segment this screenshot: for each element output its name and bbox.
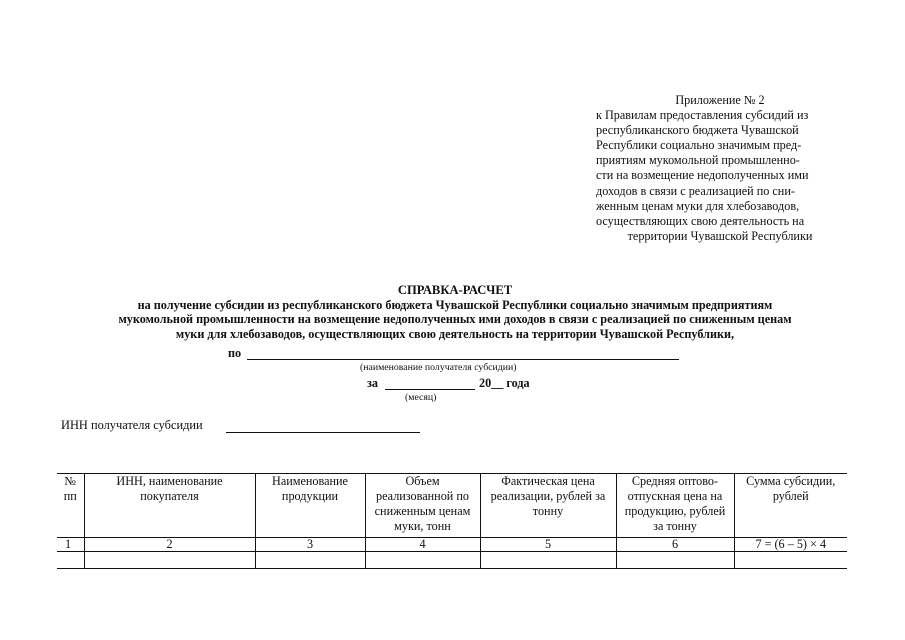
month-field[interactable] bbox=[385, 389, 475, 390]
table-cell[interactable] bbox=[480, 552, 616, 569]
inn-label: ИНН получателя субсидии bbox=[61, 418, 203, 432]
col-number: 2 bbox=[84, 538, 255, 552]
col-header-volume: Объем реализованной по сниженным ценам муки, тонн bbox=[365, 474, 480, 538]
col-number: 1 bbox=[57, 538, 84, 552]
appendix-line-last: территории Чувашской Республики bbox=[627, 228, 813, 243]
appendix-line: республиканского бюджета Чувашской bbox=[596, 123, 799, 138]
za-label: за bbox=[367, 376, 378, 390]
appendix-line: осуществляющих свою деятельность на bbox=[596, 213, 805, 228]
table-header-row bbox=[57, 474, 847, 538]
appendix-line: сти на возмещение недополученных ими bbox=[596, 168, 809, 183]
appendix-line: доходов в связи с реализацией по сни- bbox=[596, 183, 795, 198]
col-header-product: Наименование продукции bbox=[255, 474, 365, 538]
document-title: СПРАВКА-РАСЧЕТ bbox=[397, 283, 513, 297]
table-cell[interactable] bbox=[734, 552, 847, 569]
recipient-hint: (наименование получателя субсидии) bbox=[360, 362, 517, 373]
title-line: муки для хлебозаводов, осуществляющих свою деятельность на территории Чувашской Республики, bbox=[175, 326, 735, 341]
table-row bbox=[57, 552, 847, 569]
col-header-inn-buyer: ИНН, наименование покупателя bbox=[84, 474, 255, 538]
col-number: 6 bbox=[616, 538, 734, 552]
table-cell[interactable] bbox=[255, 552, 365, 569]
title-line: мукомольной промышленности на возмещение недополученных ими доходов в связи с реализацией по сниженным ценам bbox=[118, 312, 792, 327]
po-label: по bbox=[228, 346, 242, 360]
col-number: 3 bbox=[255, 538, 365, 552]
col-header-subsidy-sum: Сумма субсидии, рублей bbox=[734, 474, 847, 538]
recipient-name-field[interactable] bbox=[247, 359, 679, 360]
table-cell[interactable] bbox=[57, 552, 84, 569]
col-number: 7 = (6 – 5) × 4 bbox=[734, 538, 847, 552]
table-cell[interactable] bbox=[84, 552, 255, 569]
table-cell[interactable] bbox=[616, 552, 734, 569]
appendix-line: женным ценам муки для хлебозаводов, bbox=[596, 198, 800, 213]
col-header-actual-price: Фактическая цена реализации, рублей за тонну bbox=[480, 474, 616, 538]
appendix-note bbox=[596, 93, 844, 244]
table-number-row bbox=[57, 538, 847, 552]
col-header-average-price: Средняя оптово-отпускная цена на продукцию, рублей за тонну bbox=[616, 474, 734, 538]
col-number: 4 bbox=[365, 538, 480, 552]
calculation-table bbox=[57, 473, 847, 569]
appendix-line: приятиям мукомольной промышленно- bbox=[596, 153, 800, 168]
month-hint: (месяц) bbox=[405, 392, 437, 403]
appendix-title: Приложение № 2 bbox=[675, 93, 765, 107]
appendix-line: к Правилам предоставления субсидий из bbox=[596, 108, 809, 123]
col-number: 5 bbox=[480, 538, 616, 552]
document-title-block bbox=[40, 283, 870, 341]
col-header-number: № пп bbox=[57, 474, 84, 538]
table-cell[interactable] bbox=[365, 552, 480, 569]
title-line: на получение субсидии из республиканского бюджета Чувашской Республики социально значимым предприятиям bbox=[137, 297, 773, 312]
inn-field[interactable] bbox=[226, 432, 420, 433]
appendix-line: Республики социально значимым пред- bbox=[596, 138, 802, 153]
year-label: 20__ года bbox=[479, 376, 530, 390]
